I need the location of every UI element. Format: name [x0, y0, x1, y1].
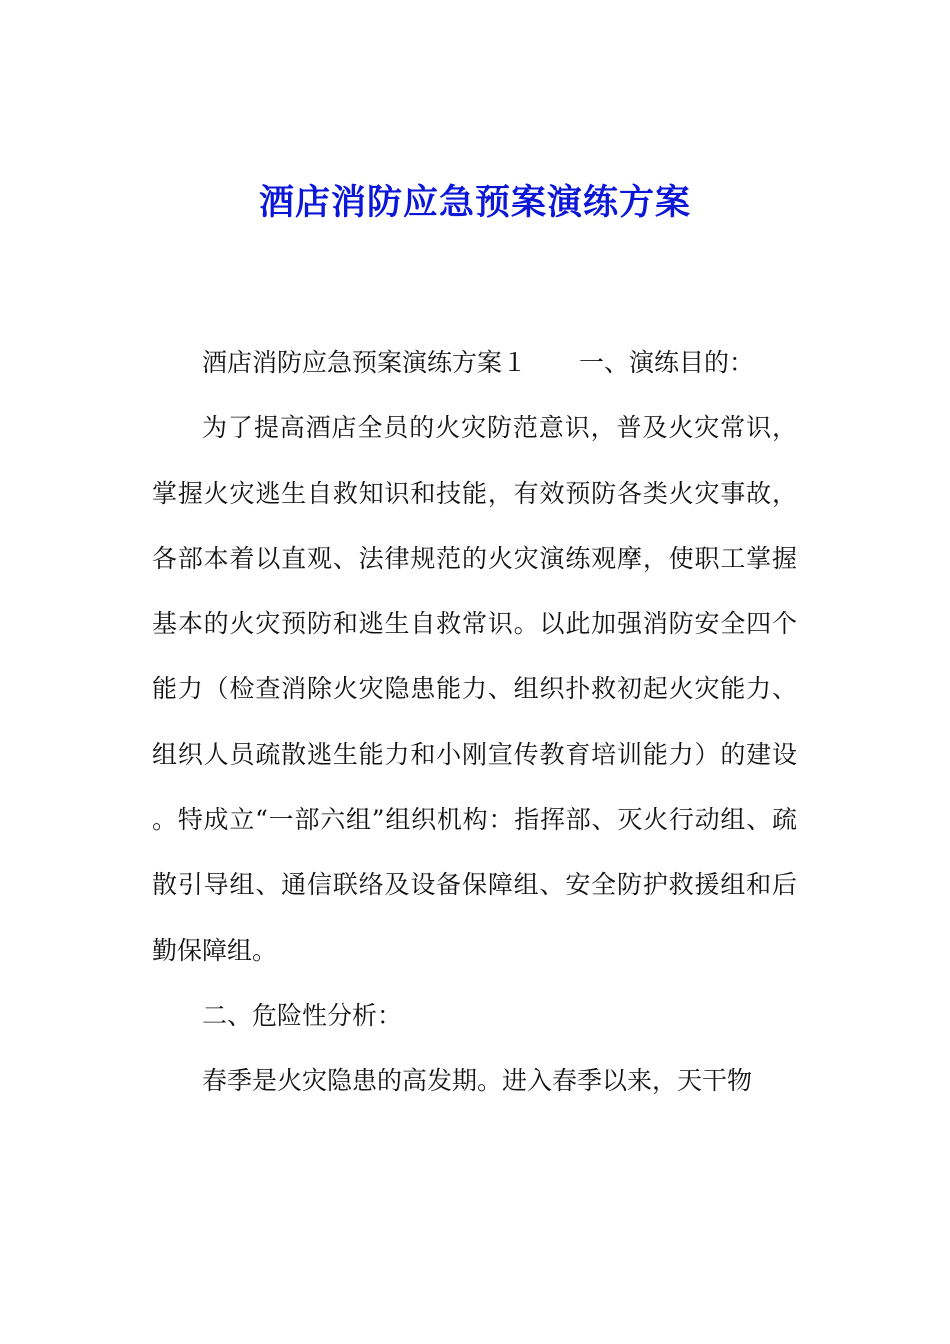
section-heading-purpose: 一、演练目的： — [579, 348, 755, 377]
paragraph-purpose: 为了提高酒店全员的火灾防范意识，普及火灾常识，掌握火灾逃生自救知识和技能，有效预防各类火灾事故，各部本着以直观、法律规范的火灾演练观摩，使职工掌握基本的火灾预防和逃生自救常识。以此加强消防安全四个能力（检查消除火灾隐患能力、组织扑救初起火灾能力、组织人员疏散逃生能力和小刚宣传教育培训能力）的建设。特成立“一部六组”组织机构：指挥部、灭火行动组、疏散引导组、通信联络及设备保障组、安全防护救援组和后勤保障组。 — [152, 413, 797, 965]
document-title: 酒店消防应急预案演练方案 — [258, 182, 691, 223]
paragraph-risk: 春季是火灾隐患的高发期。进入春季以来，天干物 — [202, 1066, 753, 1096]
section-heading-risk: 二、危险性分析： — [202, 1000, 403, 1030]
section-plan-label: 酒店消防应急预案演练方案１ — [202, 348, 528, 377]
document-body — [152, 330, 797, 1114]
paragraph-intro — [152, 330, 797, 395]
